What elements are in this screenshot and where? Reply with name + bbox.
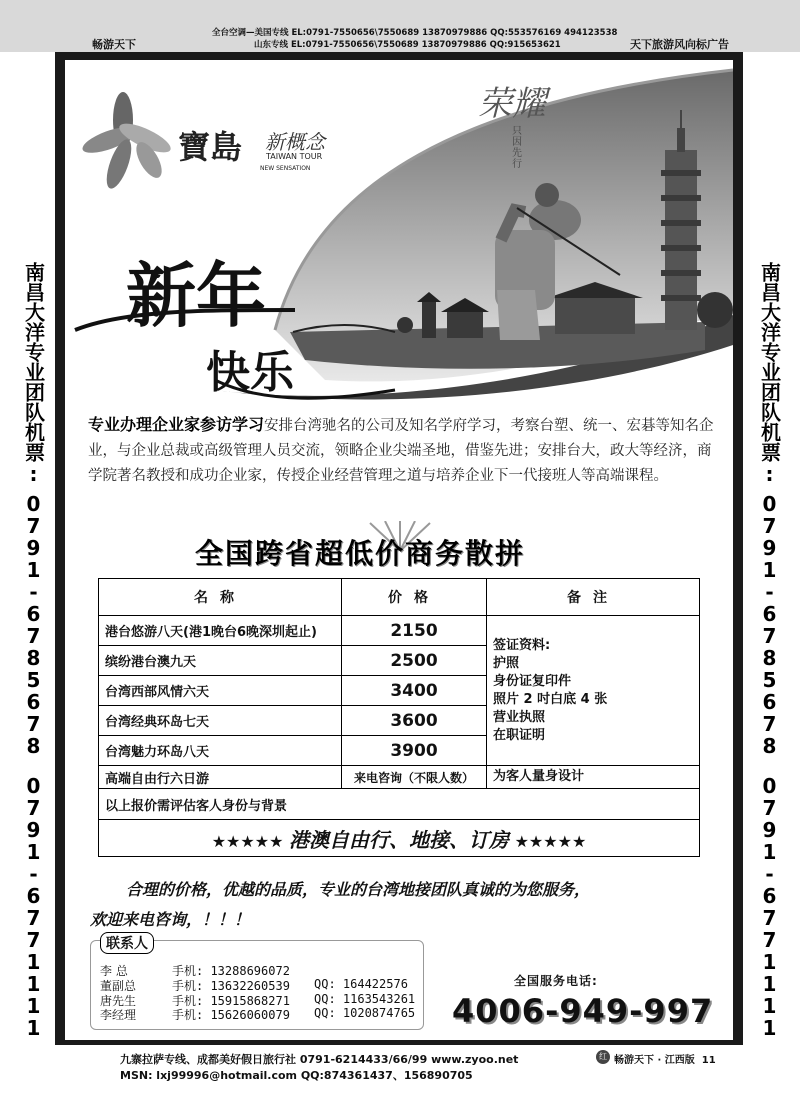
visa-note: 在职证明: [493, 727, 546, 743]
price-table: [98, 578, 700, 857]
tour-name: 高端自由行六日游: [99, 766, 342, 789]
table-row: [99, 766, 700, 789]
intro-highlight: 专业办理企业家参访学习: [88, 415, 265, 434]
tour-price: 3600: [342, 706, 487, 736]
contact-mobile: 手机: 13632260539: [172, 979, 290, 993]
page-number: 11: [701, 1055, 716, 1066]
contact-mobile: 手机: 13288696072: [172, 964, 290, 978]
tour-note: 为客人量身设计: [487, 766, 700, 789]
star-banner: [99, 820, 700, 857]
contact-mobile: 手机: 15626060079: [172, 1008, 290, 1022]
star-icons: ★★★★★: [514, 831, 587, 851]
contact-label: 联系人: [100, 932, 154, 954]
hero-illustration: [65, 60, 733, 400]
header-right-label: 天下旅游风向标广告: [630, 38, 729, 51]
header-name: 名称: [99, 579, 342, 616]
tour-price: 2150: [342, 616, 487, 646]
flower-logo: [80, 92, 175, 192]
tour-price: 2500: [342, 646, 487, 676]
table-title: 全国跨省超低价商务散拼: [195, 537, 526, 570]
contact-row: [100, 1006, 420, 1022]
service-phone-label: 全国服务电话:: [514, 974, 598, 988]
star-text: 港澳自由行、地接、订房: [289, 827, 509, 852]
contact-qq: QQ: 1020874765: [314, 1006, 416, 1020]
contact-row: [100, 977, 420, 993]
side-title: 南昌大洋专业团队机票:: [757, 262, 782, 486]
contact-name: 李 总: [100, 964, 128, 978]
honor-subtitle: 只因先行: [512, 126, 522, 170]
side-phone-2: 0791-6771111: [757, 774, 782, 1038]
greeting-new-year: 新年: [126, 254, 266, 337]
table-header-row: [99, 579, 700, 616]
contact-name: 李经理: [100, 1008, 137, 1022]
contact-qq: QQ: 164422576: [314, 977, 408, 991]
brand-english-sub: NEW SENSATION: [260, 165, 311, 172]
tour-name: 台湾经典环岛七天: [99, 706, 342, 736]
footer-line-2: MSN: lxj99996@hotmail.com QQ:874361437、156890705: [120, 1069, 473, 1082]
contact-mobile: 手机: 15915868271: [172, 994, 290, 1008]
star-icons: ★★★★★: [211, 831, 284, 851]
visa-note: 照片 2 吋白底 4 张: [493, 691, 608, 707]
table-row: [99, 616, 700, 646]
slogan: [90, 875, 710, 935]
intro-paragraph: [88, 412, 718, 489]
slogan-line-2: 欢迎来电咨询，！！！: [90, 910, 251, 929]
tour-name: 缤纷港台澳九天: [99, 646, 342, 676]
footer-logo-icon: 红: [596, 1050, 610, 1064]
header-left-label: 畅游天下: [92, 38, 136, 51]
hotline-2: 山东专线 EL:0791-7550656\7550689 13870979886 QQ:915653621: [254, 40, 561, 50]
footer-line-1: 九寨拉萨专线、成都美好假日旅行社 0791-6214433/66/99 www.zyoo.net: [120, 1053, 519, 1066]
visa-note: 签证资料:: [493, 637, 551, 653]
tour-name: 港台悠游八天(港1晚台6晚深圳起止): [99, 616, 342, 646]
contact-name: 唐先生: [100, 994, 137, 1008]
brand-subtitle: 新概念: [265, 130, 325, 154]
side-title: 南昌大洋专业团队机票:: [21, 262, 46, 486]
greeting-happy: 快乐: [206, 347, 294, 398]
intro-text: 安排台湾驰名的公司及知名学府学习，考察台塑、统一、宏碁等知名企业，与企业总裁或高级管理人员交流，领略企业尖端圣地，借鉴先进；安排台大，政大等经济，商学院著名教授和成功企业家，传授企业经营管理之道与培养企业下一代接班人等高端课程。: [88, 418, 714, 484]
brand-title: 寶島: [178, 128, 243, 166]
side-phone-2: 0791-6771111: [21, 774, 46, 1038]
side-ad-left: [15, 262, 51, 1044]
tour-name: 台湾西部风情六天: [99, 676, 342, 706]
visa-notes: [487, 616, 700, 766]
tour-price: 3400: [342, 676, 487, 706]
tour-price: 3900: [342, 736, 487, 766]
service-phone-number: 4006-949-997: [452, 992, 714, 1030]
header-note: 备注: [487, 579, 700, 616]
header-price: 价格: [342, 579, 487, 616]
brand-english: TAIWAN TOUR: [266, 152, 323, 161]
tour-price: 来电咨询（不限人数）: [342, 766, 487, 789]
footer-brand-text: 畅游天下 · 江西版: [614, 1055, 695, 1066]
contact-qq: QQ: 1163543261: [314, 992, 416, 1006]
contact-name: 董副总: [100, 979, 137, 993]
tour-name: 台湾魅力环岛八天: [99, 736, 342, 766]
visa-note: 身份证复印件: [493, 673, 572, 689]
star-row: [99, 820, 700, 857]
remark-row: [99, 789, 700, 820]
table-remark: 以上报价需评估客人身份与背景: [99, 789, 700, 820]
hotline-1: 全台空调—美国专线 EL:0791-7550656\7550689 13870979886 QQ:553576169 494123538: [212, 28, 618, 38]
side-phone-1: 0791-6785678: [21, 492, 46, 756]
slogan-line-1: 合理的价格，优越的品质，专业的台湾地接团队真诚的为您服务，: [126, 880, 591, 899]
footer-brand: [614, 1051, 716, 1066]
visa-note: 护照: [493, 655, 520, 671]
visa-note: 营业执照: [493, 709, 546, 725]
honor-calligraphy: 荣耀: [478, 84, 546, 124]
side-ad-right: [751, 262, 787, 1044]
contact-row: [100, 962, 420, 978]
side-phone-1: 0791-6785678: [757, 492, 782, 756]
